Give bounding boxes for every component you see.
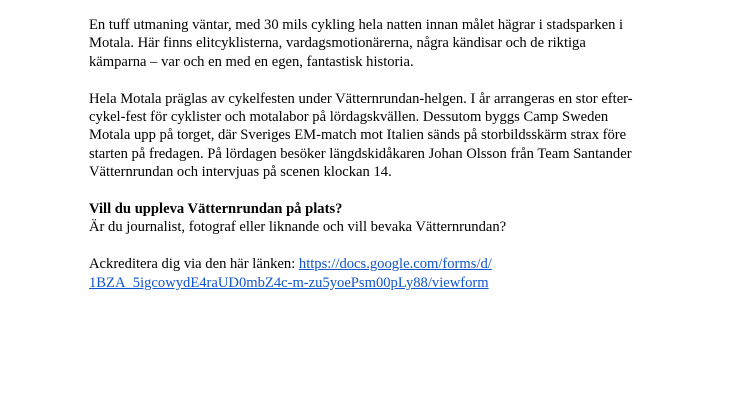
intro-paragraph bbox=[89, 16, 669, 71]
intro-line: En tuff utmaning väntar, med 30 mils cykling hela natten innan målet hägrar i stadsparken i bbox=[89, 17, 624, 33]
accreditation-paragraph bbox=[89, 255, 669, 292]
intro-line: kämparna – var och en med en egen, fantastisk historia. bbox=[89, 53, 414, 70]
journalist-paragraph: Är du journalist, fotograf eller liknande och vill bevaka Vätternrundan? bbox=[89, 219, 507, 236]
motala-line: Hela Motala präglas av cykelfesten under Vätternrundan-helgen. I år arrangeras en stor efter- bbox=[89, 90, 633, 107]
document-page bbox=[89, 16, 669, 292]
motala-line: cykel-fest för cyklister och motalabor på lördagskvällen. Dessutom byggs Camp Sweden bbox=[89, 109, 609, 126]
paragraph-gap bbox=[89, 237, 669, 255]
motala-line: starten på fredagen. På lördagen besöker längdskidåkaren Johan Olsson från Team Santander bbox=[89, 145, 632, 162]
paragraph-gap bbox=[89, 71, 669, 89]
accreditation-link-continued[interactable]: 1BZA_5igcowydE4raUD0mbZ4c-m-zu5yoePsm00pLy88/viewform bbox=[89, 274, 489, 291]
motala-line: Motala upp på torget, där Sveriges EM-match mot Italien sänds på storbildsskärm strax före bbox=[89, 127, 627, 144]
motala-line: Vätternrundan och intervjuas på scenen klockan 14. bbox=[89, 164, 392, 181]
section-heading: Vill du uppleva Vätternrundan på plats? bbox=[89, 201, 343, 218]
paragraph-gap bbox=[89, 182, 669, 200]
motala-paragraph bbox=[89, 90, 669, 182]
accreditation-text: Ackreditera dig via den här länken: bbox=[89, 256, 299, 273]
intro-line: Motala. Här finns elitcyklisterna, vardagsmotionärerna, några kändisar och de riktiga bbox=[89, 35, 586, 52]
accreditation-link[interactable]: https://docs.google.com/forms/d/ bbox=[298, 256, 492, 273]
